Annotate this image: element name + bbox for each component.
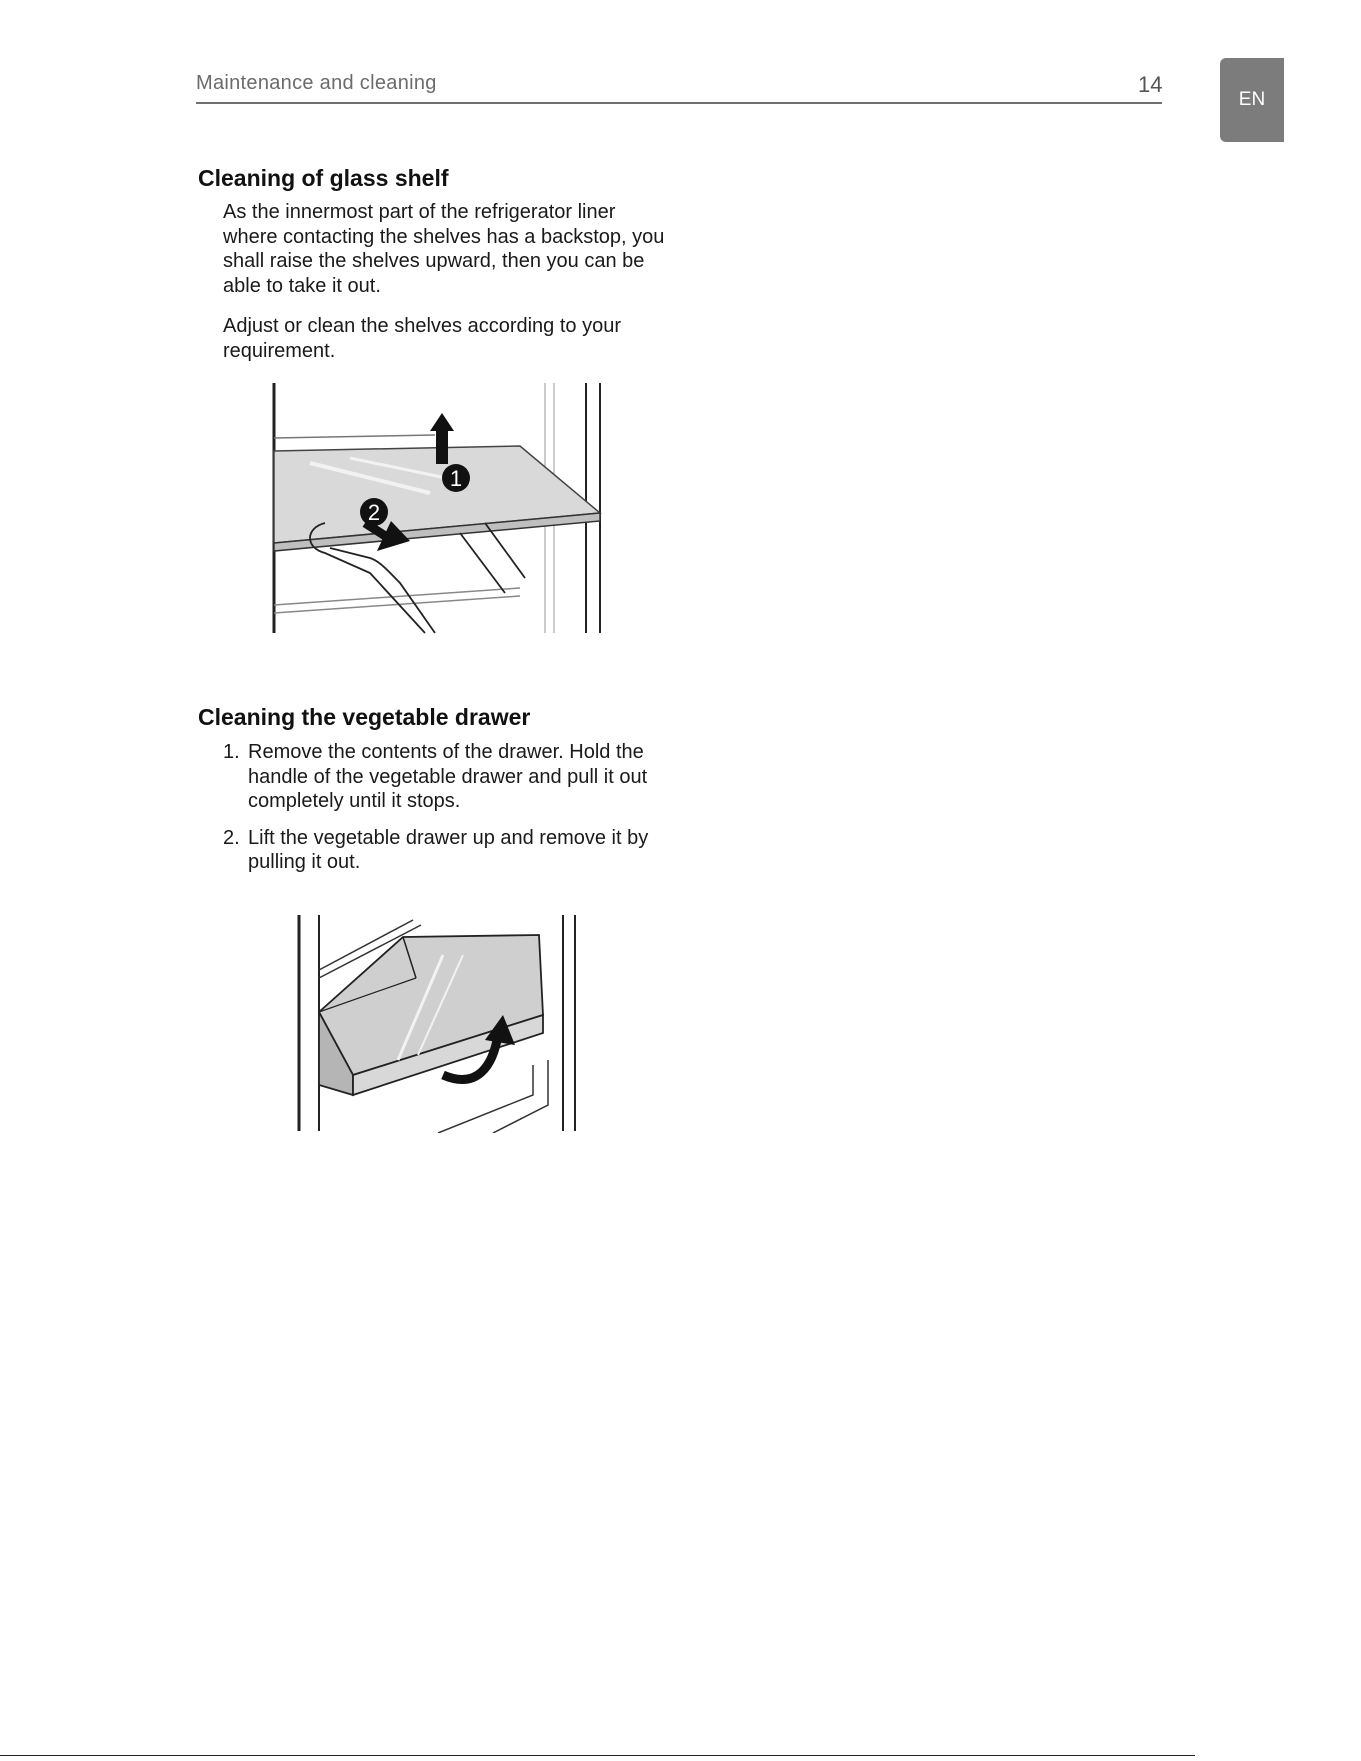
language-tab xyxy=(1220,58,1284,142)
callout-1 xyxy=(442,464,470,492)
step-text: Lift the vegetable drawer up and remove it by pulling it out. xyxy=(248,826,649,873)
glass-shelf-illustration xyxy=(270,383,606,635)
callout-2 xyxy=(360,498,388,526)
glass-shelf-paragraph-1: As the innermost part of the refrigerator liner where contacting the shelves has a backstop, you shall raise the shelves upward, then you can be able to take it out. xyxy=(223,201,665,297)
step-text: Remove the contents of the drawer. Hold the handle of the vegetable drawer and pull it out completely until it stops. xyxy=(248,741,648,812)
glass-shelf-paragraph-2: Adjust or clean the shelves according to your requirement. xyxy=(223,315,621,362)
footer-rule xyxy=(0,1755,1195,1756)
header-rule xyxy=(196,102,1162,104)
page-number: 14 xyxy=(1138,72,1163,97)
list-item xyxy=(223,826,683,875)
list-item xyxy=(223,740,683,814)
section-title-vegetable-drawer: Cleaning the vegetable drawer xyxy=(198,704,531,730)
language-tab-label: EN xyxy=(1238,89,1266,110)
svg-text:2: 2 xyxy=(367,500,381,525)
vegetable-drawer-steps xyxy=(223,740,683,887)
vegetable-drawer-illustration xyxy=(293,915,583,1133)
svg-text:1: 1 xyxy=(449,466,463,491)
section-title-glass-shelf: Cleaning of glass shelf xyxy=(198,165,449,191)
step-number: 1. xyxy=(223,741,240,763)
step-number: 2. xyxy=(223,826,240,849)
running-header-title: Maintenance and cleaning xyxy=(196,72,437,94)
